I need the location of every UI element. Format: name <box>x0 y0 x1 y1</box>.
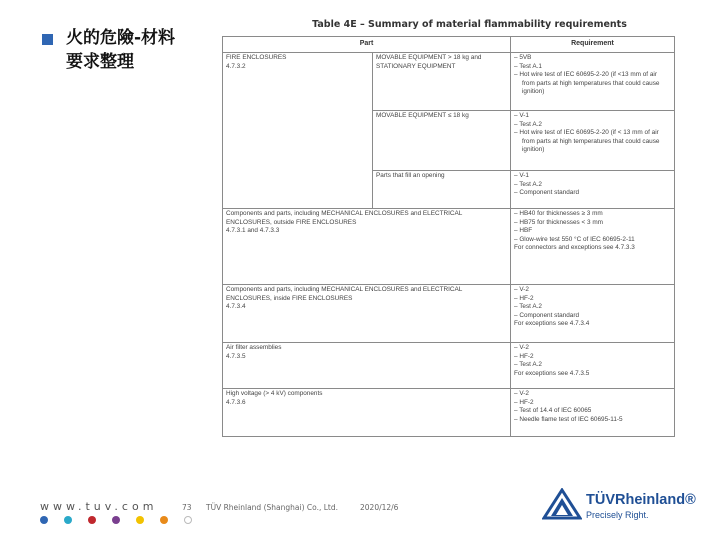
header-part: Part <box>223 37 511 53</box>
footer-url[interactable]: www.tuv.com <box>40 500 158 513</box>
part-cell: Components and parts, including MECHANICAL ENCLOSURES and ELECTRICAL ENCLOSURES, outside FIRE ENCLOSURES 4.7.3.1 and 4.7.3.3 <box>223 209 511 285</box>
tuv-logo <box>540 486 700 526</box>
triangle-logo-icon <box>542 488 582 520</box>
requirement-cell <box>511 171 675 209</box>
requirement-item: – Component standard <box>514 311 580 319</box>
requirement-item: – HB75 for thicknesses < 3 mm <box>514 218 603 226</box>
part-cell: Components and parts, including MECHANICAL ENCLOSURES and ELECTRICAL ENCLOSURES, inside FIRE ENCLOSURES 4.7.3.4 <box>223 285 511 343</box>
requirement-item: – Component standard <box>514 189 580 197</box>
requirement-item: – Test A.2 <box>514 180 542 188</box>
color-dot-icon <box>184 516 192 524</box>
flammability-table <box>222 36 675 437</box>
requirement-item: – V-2 <box>514 390 529 397</box>
requirement-cell <box>511 53 675 111</box>
requirement-cell <box>511 285 675 343</box>
requirement-cell <box>511 209 675 285</box>
title-bullet-icon <box>42 34 53 45</box>
requirement-item: – Test A.2 <box>514 303 542 311</box>
requirement-item: – HBF <box>514 227 533 235</box>
table-row <box>223 285 675 343</box>
requirement-item: – 5VB <box>514 54 532 61</box>
requirement-cell <box>511 111 675 171</box>
requirement-note: For connectors and exceptions see 4.7.3.3 <box>514 244 635 252</box>
color-dot-icon <box>40 516 48 524</box>
logo-tagline: Precisely Right. <box>586 510 649 520</box>
subpart-cell: MOVABLE EQUIPMENT > 18 kg and STATIONARY EQUIPMENT <box>373 53 511 111</box>
header-requirement: Requirement <box>511 37 675 53</box>
color-dot-icon <box>88 516 96 524</box>
table-header-row <box>223 37 675 53</box>
part-cell: Air filter assemblies 4.7.3.5 <box>223 343 511 389</box>
requirement-item: – HF-2 <box>514 294 534 302</box>
part-cell: High voltage (> 4 kV) components 4.7.3.6 <box>223 389 511 437</box>
subpart-cell: Parts that fill an opening <box>373 171 511 209</box>
color-dot-icon <box>136 516 144 524</box>
requirement-item: – Needle flame test of IEC 60695-11-5 <box>514 415 623 423</box>
requirement-item: – V-2 <box>514 344 529 351</box>
requirement-item: – Test of 14.4 of IEC 60065 <box>514 407 592 415</box>
requirement-item: – V-2 <box>514 286 529 293</box>
table-title: Table 4E – Summary of material flammability requirements <box>312 19 627 30</box>
color-dot-icon <box>160 516 168 524</box>
table-row <box>223 209 675 285</box>
requirement-item: – HF-2 <box>514 352 534 360</box>
requirement-note: For exceptions see 4.7.3.5 <box>514 369 590 377</box>
requirement-item: – Glow-wire test 550 °C of IEC 60695-2-11 <box>514 235 635 243</box>
requirement-item: – HF-2 <box>514 398 534 406</box>
requirement-cell <box>511 389 675 437</box>
requirement-item: – V-1 <box>514 172 529 179</box>
requirement-item: – Hot wire test of IEC 60695-2-20 (if < 13 mm of air from parts at high temperatures that could cause ignition) <box>514 129 660 154</box>
slide-title <box>66 26 175 74</box>
footer-color-dots <box>40 516 190 526</box>
subpart-cell: MOVABLE EQUIPMENT ≤ 18 kg <box>373 111 511 171</box>
requirement-item: – Hot wire test of IEC 60695-2-20 (if <13 mm of air from parts at high temperatures that could cause ignition) <box>514 71 660 96</box>
slide-title-line2: 要求整理 <box>66 52 134 72</box>
requirement-note: For exceptions see 4.7.3.4 <box>514 320 590 328</box>
slide-date: 2020/12/6 <box>360 503 399 512</box>
color-dot-icon <box>112 516 120 524</box>
company-name: TÜV Rheinland (Shanghai) Co., Ltd. <box>206 503 338 512</box>
requirement-item: – HB40 for thicknesses ≥ 3 mm <box>514 210 603 217</box>
requirement-item: – Test A.1 <box>514 62 542 70</box>
requirement-item: – Test A.2 <box>514 120 542 128</box>
logo-brand: TÜVRheinland® <box>586 492 696 508</box>
requirement-item: – Test A.2 <box>514 361 542 369</box>
table-row <box>223 53 675 111</box>
requirement-item: – V-1 <box>514 112 529 119</box>
table-row <box>223 343 675 389</box>
page-number: 73 <box>182 503 192 512</box>
part-cell: FIRE ENCLOSURES 4.7.3.2 <box>223 53 373 209</box>
scanned-table <box>222 14 677 458</box>
table-row <box>223 389 675 437</box>
requirement-cell <box>511 343 675 389</box>
slide-title-line1: 火的危險-材料 <box>66 28 176 48</box>
color-dot-icon <box>64 516 72 524</box>
